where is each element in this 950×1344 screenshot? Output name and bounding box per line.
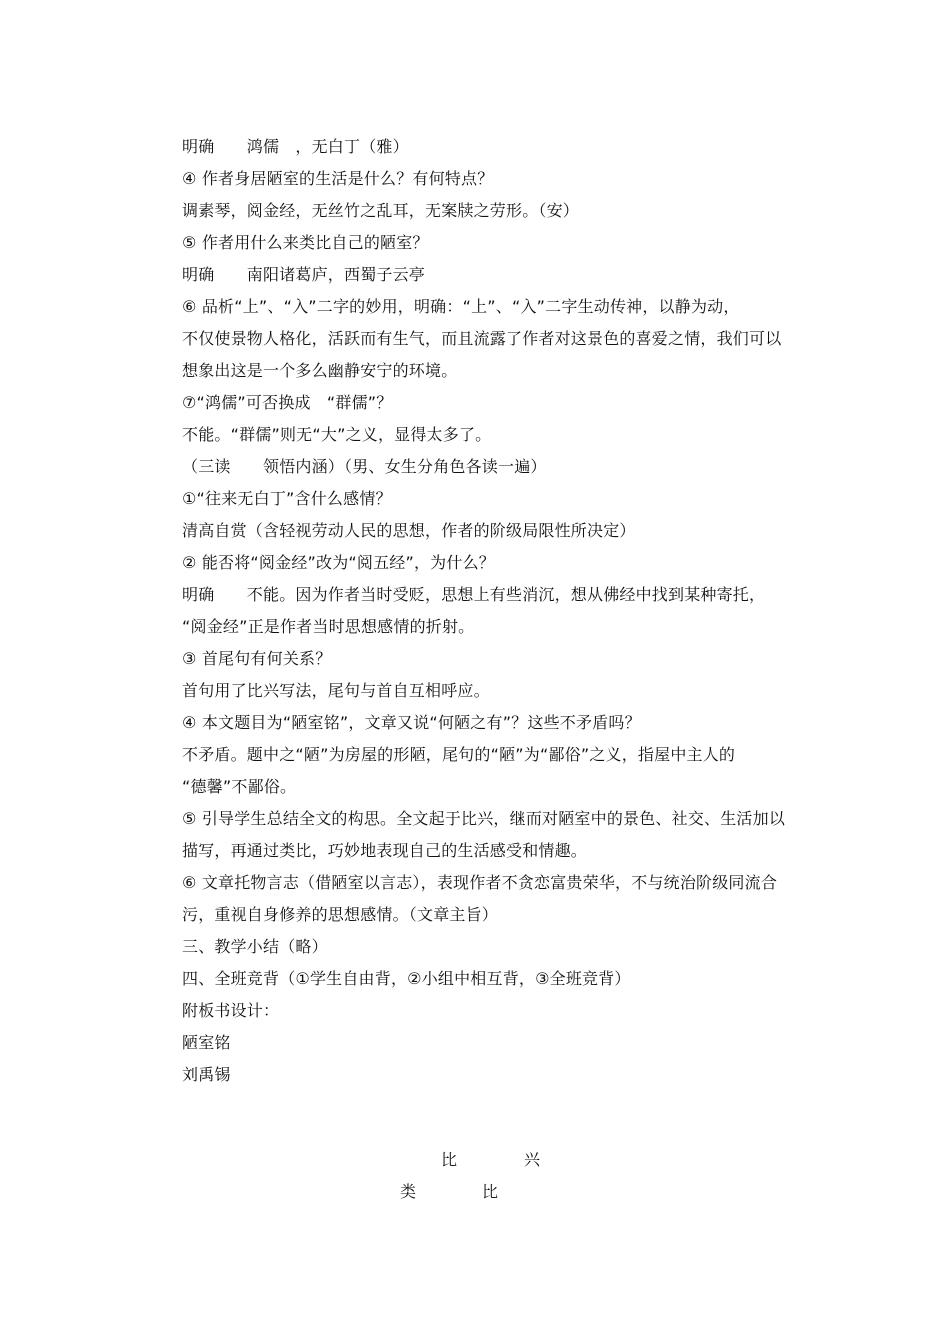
text-line: “德馨”不鄙俗。 (182, 777, 297, 796)
text-line: 清高自赏（含轻视劳动人民的思想，作者的阶级局限性所决定） (182, 521, 636, 540)
board-word-bi: 比 (441, 1150, 458, 1169)
text-line: 调素琴，阅金经，无丝竹之乱耳，无案牍之劳形。（安） (182, 201, 580, 220)
text-line: ⑤ 引导学生总结全文的构思。全文起于比兴，继而对陋室中的景色、社交、生活加以 (182, 809, 786, 828)
text-line: 不矛盾。题中之“陋”为房屋的形陋，尾句的“陋”为“鄙俗”之义，指屋中主人的 (182, 745, 736, 764)
text-line: “阅金经”正是作者当时思想感情的折射。 (182, 617, 475, 636)
text-line: ③ 首尾句有何关系？ (182, 649, 332, 668)
board-author: 刘禹锡 (182, 1065, 231, 1084)
board-word-bi-2: 比 (482, 1182, 499, 1201)
text-line: ⑥ 品析“上”、“入”二字的妙用，明确：“上”、“入”二字生动传神，以静为动， (182, 297, 740, 316)
text-line: ⑦“鸿儒”可否换成 “群儒”？ (182, 393, 393, 412)
text-line: 不能。“群儒”则无“大”之义，显得太多了。 (182, 425, 492, 444)
text-line: 想象出这是一个多么幽静安宁的环境。 (182, 361, 458, 380)
text-line: 四、全班竞背（①学生自由背，②小组中相互背，③全班竞背） (182, 969, 631, 988)
text-line: ④ 作者身居陋室的生活是什么？有何特点？ (182, 169, 494, 188)
text-line: 污，重视自身修养的思想感情。（文章主旨） (182, 905, 499, 924)
text-line: 三、教学小结（略） (182, 937, 328, 956)
text-line: （三读 领悟内涵）（男、女生分角色各读一遍） (182, 457, 547, 476)
board-word-lei: 类 (400, 1182, 417, 1201)
text-line: ② 能否将“阅金经”改为“阅五经”，为什么？ (182, 553, 495, 572)
board-title: 陋室铭 (182, 1033, 231, 1052)
text-line: 描写，再通过类比，巧妙地表现自己的生活感受和情趣。 (182, 841, 588, 860)
text-line: 不仅使景物人格化，活跃而有生气，而且流露了作者对这景色的喜爱之情，我们可以 (182, 329, 782, 348)
text-line: 明确 鸿儒 ，无白丁（雅） (182, 137, 409, 156)
text-line: 明确 不能。因为作者当时受贬，思想上有些消沉，想从佛经中找到某种寄托， (182, 585, 766, 604)
text-line: 首句用了比兴写法，尾句与首自互相呼应。 (182, 681, 490, 700)
text-line: ⑤ 作者用什么来类比自己的陋室？ (182, 233, 429, 252)
text-line: ①“往来无白丁”含什么感情？ (182, 489, 392, 508)
text-line: 明确 南阳诸葛庐，西蜀子云亭 (182, 265, 426, 284)
text-line: ⑥ 文章托物言志（借陋室以言志），表现作者不贪恋富贵荣华，不与统治阶级同流合 (182, 873, 778, 892)
text-line: 附板书设计： (182, 1001, 280, 1020)
text-line: ④ 本文题目为“陋室铭”，文章又说“何陋之有”？这些不矛盾吗？ (182, 713, 641, 732)
board-word-xing: 兴 (524, 1150, 541, 1169)
